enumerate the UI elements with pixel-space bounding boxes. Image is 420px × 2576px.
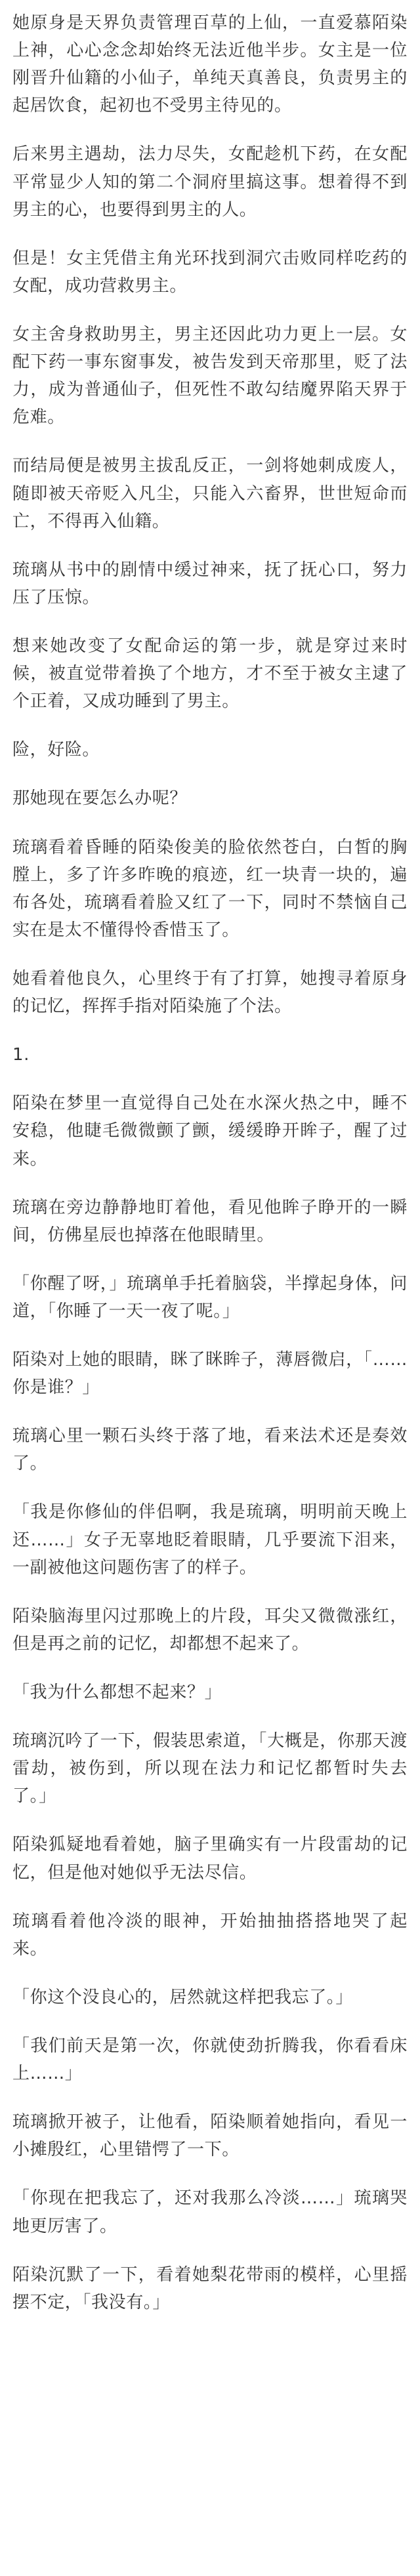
paragraph: 她看着他良久，心里终于有了打算，她搜寻着原身的记忆，挥挥手指对陌染施了个法。 [12,968,408,1017]
paragraph: 琉璃心里一颗石头终于落了地，看来法术还是奏效了。 [12,1426,408,1474]
paragraph: 陌染在梦里一直觉得自己处在水深火热之中，睡不安稳，他睫毛微微颤了颤，缓缓睁开眸子，醒了过来。 [12,1094,408,1169]
paragraph: 女主舍身救助男主，男主还因此功力更上一层。女配下药一事东窗事发，被告发到天帝那里，贬了法力，成为普通仙子，但死性不敢勾结魔界陷天界于危难。 [12,324,408,428]
paragraph: 陌染对上她的眼睛，眯了眯眸子，薄唇微启，「……你是谁？」 [12,1350,408,1398]
paragraph: 「我为什么都想不起来？」 [12,1683,222,1703]
paragraph: 「你这个没良心的，居然就这样把我忘了。」 [12,1987,354,2007]
paragraph: 她原身是天界负责管理百草的上仙，一直爱慕陌染上神，心心念念却始终无法近他半步。女主是一位刚晋升仙籍的小仙子，单纯天真善良，负责男主的起居饮食，起初也不受男主待见的。 [12,13,408,116]
paragraph: 琉璃在旁边静静地盯着他，看见他眸子睁开的一瞬间，仿佛星辰也掉落在他眼睛里。 [12,1197,408,1245]
paragraph: 陌染沉默了一下，看着她梨花带雨的模样，心里摇摆不定，「我没有。」 [12,2264,408,2312]
paragraph: 「我是你修仙的伴侣啊，我是琉璃，明明前天晚上还……」女子无辜地眨着眼睛，几乎要流下泪来，一副被他这问题伤害了的样子。 [12,1502,408,1578]
paragraph: 想来她改变了女配命运的第一步，就是穿过来时候，被直觉带着换了个地方，才不至于被女主逮了个正着，又成功睡到了男主。 [12,636,408,712]
paragraph: 陌染狐疑地看着她，脑子里确实有一片段雷劫的记忆，但是他对她似乎无法尽信。 [12,1835,408,1883]
paragraph: 琉璃从书中的剧情中缓过神来，抚了抚心口，努力压了压惊。 [12,560,408,607]
paragraph: 后来男主遇劫，法力尽失，女配趁机下药，在女配平常显少人知的第二个洞府里搞这事。想着得不到男主的心，也要得到男主的人。 [12,144,408,220]
paragraph: 险，好险。 [12,740,100,760]
chapter-number: 1. [12,1045,30,1065]
paragraph: 琉璃看着昏睡的陌染俊美的脸依然苍白，白皙的胸膛上，多了许多昨晚的痕迹，红一块青一块的，遍布各处，琉璃看着脸又红了一下，同时不禁恼自己实在是太不懂得怜香惜玉了。 [12,837,408,940]
paragraph: 「你醒了呀，」琉璃单手托着脑袋，半撑起身体，问道，「你睡了一天一夜了呢。」 [12,1273,408,1321]
paragraph: 但是！女主凭借主角光环找到洞穴击败同样吃药的女配，成功营救男主。 [12,248,408,296]
paragraph: 陌染脑海里闪过那晚上的片段，耳尖又微微涨红，但是再之前的记忆，却都想不起来了。 [12,1606,408,1654]
paragraph: 「你现在把我忘了，还对我那么冷淡……」琉璃哭地更厉害了。 [12,2188,408,2236]
paragraph: 而结局便是被男主拔乱反正，一剑将她刺成废人，随即被天帝贬入凡尘，只能入六畜界，世世短命而亡，不得再入仙籍。 [12,456,408,531]
paragraph: 琉璃看着他冷淡的眼神，开始抽抽搭搭地哭了起来。 [12,1911,408,1959]
paragraph: 琉璃掀开被子，让他看，陌染顺着她指向，看见一小摊殷红，心里错愕了一下。 [12,2112,408,2160]
paragraph: 那她现在要怎么办呢？ [12,788,188,809]
paragraph: 琉璃沉吟了一下，假装思索道，「大概是，你那天渡雷劫，被伤到，所以现在法力和记忆都暂时失去了。」 [12,1731,408,1807]
paragraph: 「我们前天是第一次，你就使劲折腾我，你看看床上……」 [12,2036,408,2084]
